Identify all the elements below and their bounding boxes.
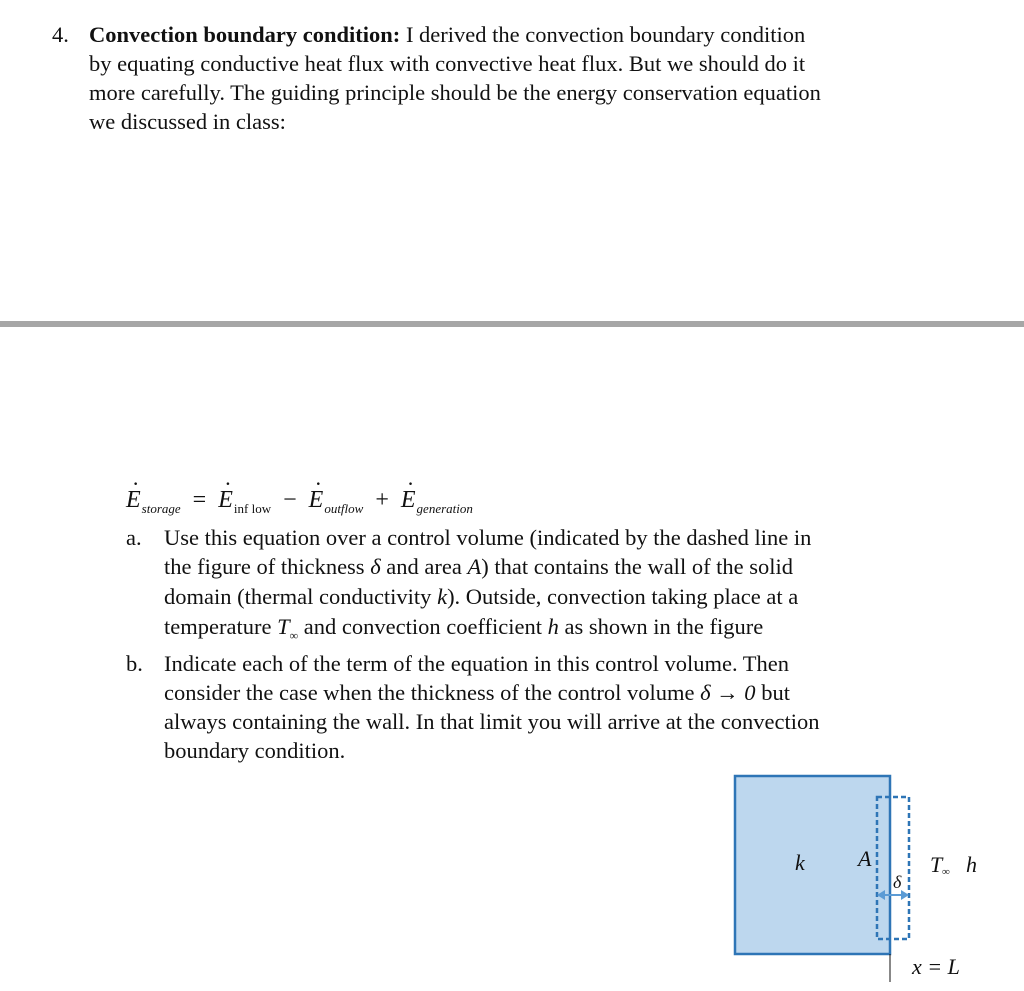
part-a-line-2 — [164, 552, 793, 581]
part-a-l2-pre: the figure of thickness — [164, 554, 371, 579]
t-inf-subscript: ∞ — [289, 628, 299, 643]
figure-a-label: A — [858, 846, 872, 871]
problem-intro-line-1 — [89, 20, 805, 49]
generation-subscript: generation — [416, 501, 473, 516]
minus-op: − — [283, 487, 297, 513]
e-storage-symbol: · E — [126, 480, 141, 520]
outflow-subscript: outflow — [324, 501, 364, 516]
section-divider — [0, 321, 1024, 327]
part-a-l3-post: ). Outside, convection taking place at a — [447, 584, 799, 609]
figure-k-label: k — [795, 850, 805, 875]
problem-intro-line-3: more carefully. The guiding principle should be the energy conservation equation — [89, 80, 821, 105]
part-a-l4-post: as shown in the figure — [558, 614, 764, 639]
problem-intro-line-4: we discussed in class: — [89, 109, 286, 134]
t-symbol: T — [277, 614, 290, 639]
part-b-line-3: always containing the wall. In that limit you will arrive at the convection — [164, 709, 820, 734]
figure-t-label: T — [930, 852, 943, 877]
part-b-label: b. — [126, 651, 143, 676]
delta-symbol: δ — [370, 554, 381, 579]
intro-text-1: I derived the convection boundary condition — [400, 22, 806, 47]
part-a-l4-mid: and convection coefficient — [298, 614, 548, 639]
problem-title: Convection boundary condition: — [89, 22, 401, 47]
inflow-subscript: inf low — [233, 501, 272, 516]
storage-subscript: storage — [141, 501, 181, 516]
part-a-l3-pre: domain (thermal conductivity — [164, 584, 438, 609]
part-a-l2-post: ) that contains the wall of the solid — [481, 554, 794, 579]
problem-intro-line-2: by equating conductive heat flux with convective heat flux. But we should do it — [89, 51, 806, 76]
part-a-line-3 — [164, 582, 798, 611]
e-inflow-symbol: · E — [218, 480, 233, 520]
e-outflow-symbol: · E — [309, 480, 324, 520]
part-b-line-2 — [164, 678, 790, 707]
part-a-line-4 — [164, 612, 763, 651]
part-a-line-1: Use this equation over a control volume (indicated by the dashed line in — [164, 525, 812, 550]
delta-arrow-right-head — [901, 890, 909, 900]
part-b-l2-post: but — [755, 680, 790, 705]
equals-op: = — [192, 487, 207, 513]
figure-h-label: h — [966, 852, 977, 877]
figure-inf-subscript: ∞ — [942, 866, 950, 878]
plus-op: + — [375, 487, 389, 513]
figure-delta-label: δ — [893, 872, 902, 892]
part-b-line-4: boundary condition. — [164, 738, 346, 763]
part-b-line-1: Indicate each of the term of the equation in this control volume. Then — [164, 651, 790, 676]
part-a-label: a. — [126, 525, 142, 550]
energy-equation — [126, 480, 473, 529]
h-symbol: h — [547, 614, 559, 639]
problem-number: 4. — [52, 22, 69, 47]
k-symbol: k — [437, 584, 448, 609]
part-a-l2-mid: and area — [380, 554, 468, 579]
part-b-l2-pre: consider the case when the thickness of the control volume — [164, 680, 701, 705]
e-generation-symbol: · E — [401, 480, 416, 520]
part-a-l4-pre: temperature — [164, 614, 278, 639]
figure-x-label: x = L — [912, 954, 960, 979]
delta-limit: δ → 0 — [700, 680, 756, 705]
area-symbol: A — [467, 554, 482, 579]
